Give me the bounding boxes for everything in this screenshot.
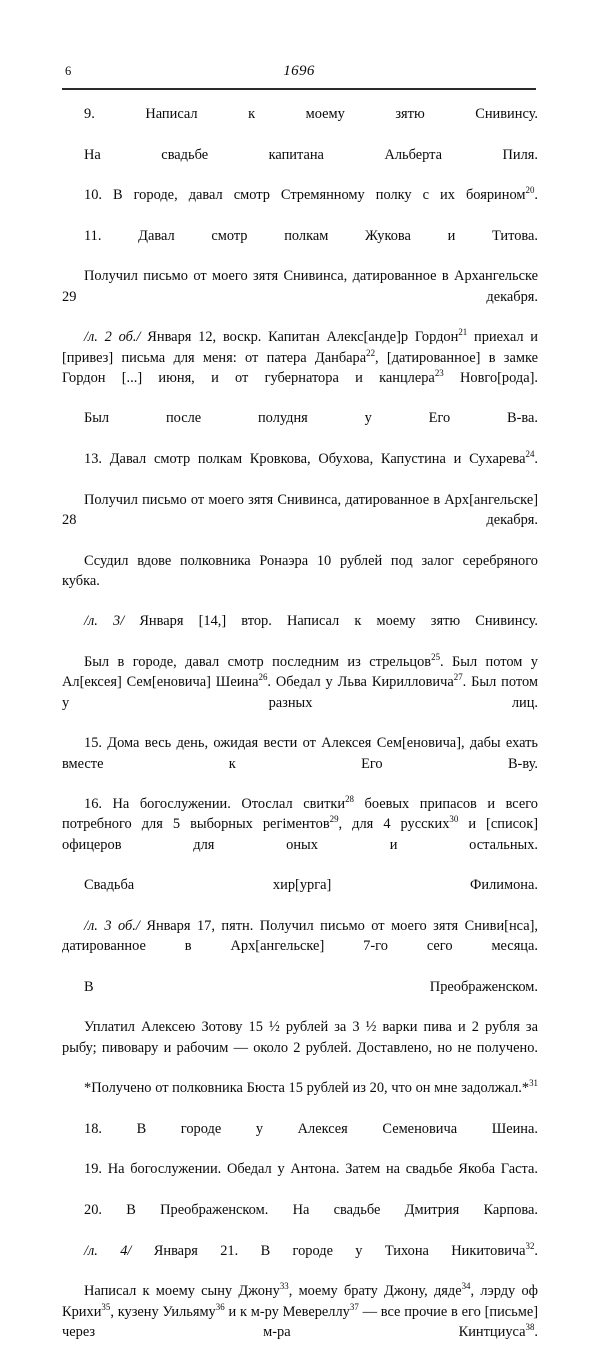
footnote-marker[interactable]: 32 [525,1240,535,1251]
paragraph-folio-4 [62,1241,538,1282]
text-run: , [датированное] в замке Гордон [...] июня, и от губернатора и канцлера [62,349,538,386]
paragraph-entry-9b [62,145,538,186]
page-number: 6 [65,64,72,78]
paragraph-entry-13 [62,449,538,490]
text-run: , для 4 русских [338,816,450,833]
footnote-marker[interactable]: 34 [461,1281,471,1292]
paragraph-entry-18 [62,1119,538,1160]
paragraph-wedding-filimon [62,875,538,916]
text-run: , кузену Уильяму [110,1303,216,1320]
folio-marker: /л. 3 об./ [84,917,140,934]
text-run: — все прочие в его [письме] через м-ра Кинтциуса [62,1303,539,1340]
text-run: Уплатил Алексею Зотову 15 ½ рублей за 3 ½ варки пива и 2 рубля за рыбу; пивовару и рабочим — около 2 рублей. Доставлено, но не получено. [62,1019,538,1056]
running-head-year: 1696 [283,63,315,79]
footnote-marker[interactable]: 38 [525,1322,535,1333]
text-run: *Получено от полковника Бюста 15 рублей из 20, что он мне задолжал.* [84,1080,530,1097]
text-run: Свадьба хир[урга] Филимона. [84,877,538,894]
paragraph-preobrazhenskoe-1 [62,977,538,1018]
paragraph-entry-19 [62,1159,538,1200]
paragraph-letter-28dec [62,490,538,551]
text-run: . [534,187,538,204]
footnote-marker[interactable]: 27 [453,672,463,683]
footnote-marker[interactable]: 23 [434,368,444,379]
footnote-marker[interactable]: 26 [258,672,268,683]
paragraph-entry-20 [62,1200,538,1241]
folio-marker: /л. 4/ [84,1242,132,1259]
footnote-marker[interactable]: 29 [329,814,339,825]
text-run: Получил письмо от моего зятя Снивинса, датированное в Арх[ангельске] 28 декабря. [62,491,538,528]
paragraph-folio-2ob [62,327,538,408]
paragraph-loan [62,551,538,612]
text-run: 11. Давал смотр полкам Жукова и Титова. [84,227,538,244]
body-text [62,104,538,1362]
text-run: . Обедал у Льва Кирилловича [267,674,454,691]
paragraph-entry-9 [62,104,538,145]
text-run: . Был потом у разных лиц. [62,674,538,711]
text-run: Получил письмо от моего зятя Снивинса, датированное в Архангельске 29 декабря. [62,268,538,305]
footnote-marker[interactable]: 21 [458,327,468,338]
footnote-marker[interactable]: 24 [525,449,535,460]
text-run: Был в городе, давал смотр последним из стрельцов [84,654,432,671]
text-run: и [список] офицеров для оных и остальных. [62,816,539,853]
paragraph-byust [62,1078,538,1119]
text-run: 15. Дома весь день, ожидая вести от Алексея Сем[еновича], дабы ехать вместе к Его В-ву. [62,735,538,772]
text-run: , моему брату Джону, дяде [288,1283,462,1300]
paragraph-entry-16 [62,794,538,875]
folio-marker: /л. 2 об./ [84,329,141,346]
footnote-marker[interactable]: 30 [449,814,459,825]
paragraph-folio-3ob [62,916,538,977]
text-run: и к м-ру Мевереллу [224,1303,350,1320]
text-run: приехал и [привез] письма для меня: от патера Данбара [62,329,539,366]
paragraph-letters-written [62,1281,538,1362]
text-run: Новго[рода]. [443,369,539,386]
folio-marker: /л. 3/ [84,613,125,630]
footnote-marker[interactable]: 31 [529,1078,538,1089]
text-run: В Преображенском. [84,978,538,995]
text-run: Января [14,] втор. Написал к моему зятю Снивинсу. [124,613,538,630]
text-run: , лэрду оф Крихи [62,1283,538,1320]
header-rule [62,88,536,90]
footnote-marker[interactable]: 33 [279,1281,289,1292]
footnote-marker[interactable]: 37 [349,1301,359,1312]
text-run: 20. В Преображенском. На свадьбе Дмитрия Карпова. [84,1202,538,1219]
text-run: боевых припасов и всего потребного для 5 выборных регіментов [62,796,538,833]
text-run: Января 12, воскр. Капитан Алекс[анде]р Гордон [140,329,459,346]
text-run: . [534,1323,538,1340]
running-head [62,62,536,84]
paragraph-entry-11 [62,226,538,267]
footnote-marker[interactable]: 20 [525,185,535,196]
paragraph-folio-3 [62,611,538,652]
text-run: Был после полудня у Его В-ва. [84,410,538,427]
text-run: Января 21. В городе у Тихона Никитовича [131,1242,526,1259]
text-run: . [534,1242,538,1259]
paragraph-entry-15 [62,733,538,794]
text-run: . Был потом у Ал[ексея] Сем[еновича] Шеина [62,654,538,691]
text-run: 18. В городе у Алексея Семеновича Шеина. [84,1120,538,1137]
paragraph-entry-10 [62,185,538,226]
paragraph-city-streltsy [62,652,538,733]
text-run: . [534,451,538,468]
text-run: Ссудил вдове полковника Ронаэра 10 рублей под залог серебряного кубка. [62,552,538,589]
text-run: Января 17, пятн. Получил письмо от моего зятя Сниви[нса], датированное в Арх[ангельске] 7-го сего месяца. [62,917,538,955]
footnote-marker[interactable]: 22 [366,347,376,358]
text-run: 16. На богослужении. Отослал свитки [84,796,346,813]
paragraph-letter-29dec [62,266,538,327]
text-run: Написал к моему сыну Джону [84,1283,280,1300]
footnote-marker[interactable]: 28 [345,794,354,805]
text-run: 10. В городе, давал смотр Стремянному полку с их боярином [84,187,526,204]
paragraph-zotov-payment [62,1017,538,1078]
text-run: На свадьбе капитана Альберта Пиля. [84,146,538,163]
text-run: 19. На богослужении. Обедал у Антона. Затем на свадьбе Якоба Гаста. [84,1161,538,1178]
text-run: 9. Написал к моему зятю Снивинсу. [84,106,538,122]
footnote-marker[interactable]: 35 [101,1301,111,1312]
footnote-marker[interactable]: 25 [431,652,441,663]
paragraph-after-noon [62,408,538,449]
text-run: 13. Давал смотр полкам Кровкова, Обухова, Капустина и Сухарева [84,451,526,468]
footnote-marker[interactable]: 36 [215,1301,225,1312]
